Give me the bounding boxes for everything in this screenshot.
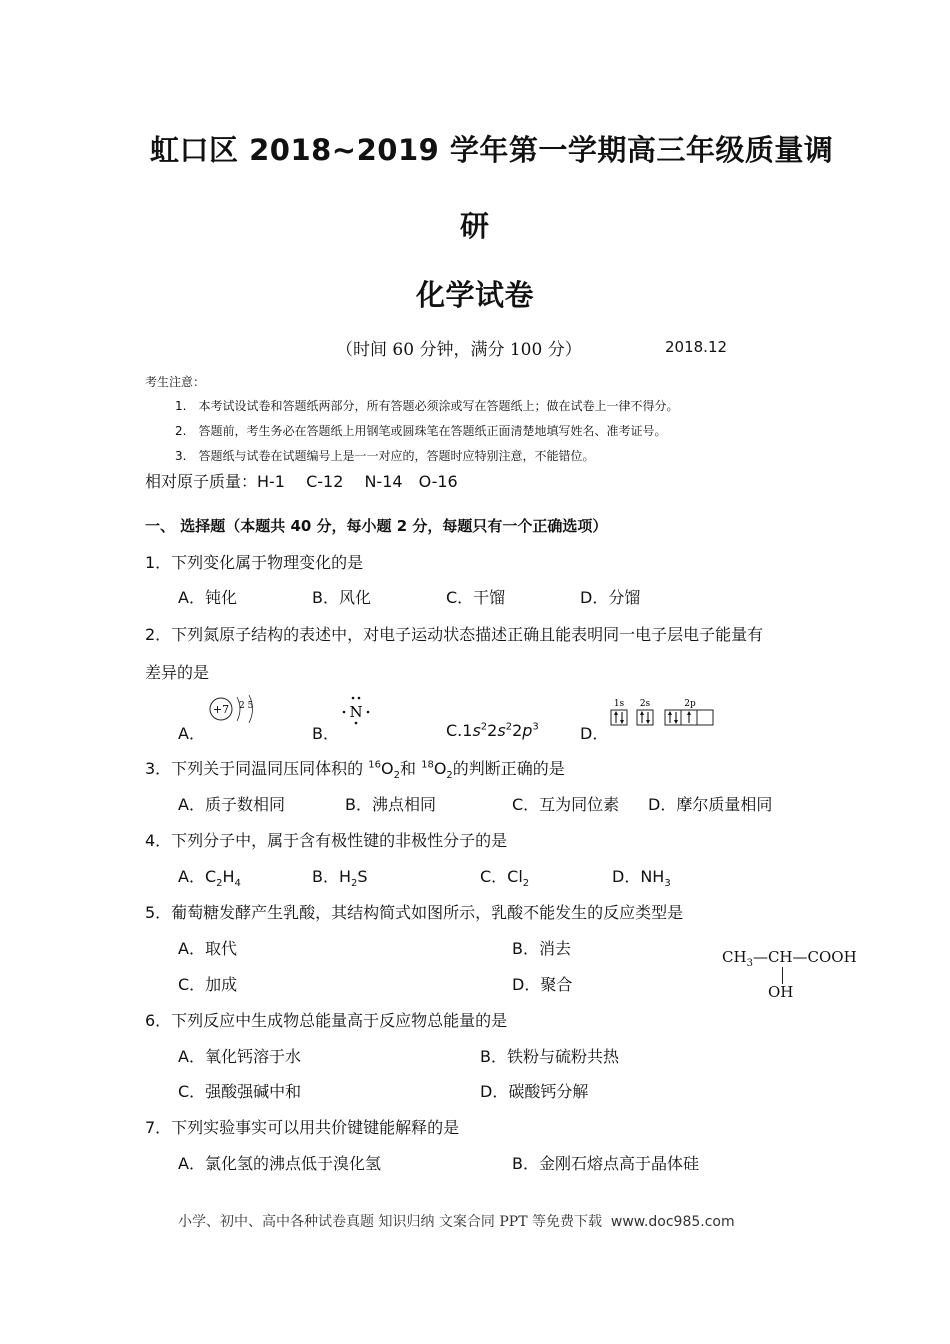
page-title-line2: 研 [460, 209, 490, 243]
footer [178, 1211, 735, 1231]
structure-bond-line [782, 967, 783, 984]
q7-option-a: A．氯化氢的沸点低于溴化氢 [178, 1154, 381, 1173]
atom-structure-diagram [205, 692, 265, 726]
footer-text: 小学、初中、高中各种试卷真题 知识归纳 文案合同 PPT 等免费下载 [178, 1214, 602, 1230]
q2-stem-line1: 2．下列氮原子结构的表述中，对电子运动状态描述正确且能表明同一电子层电子能量有 [145, 625, 764, 644]
q3-option-b: B．沸点相同 [345, 795, 436, 814]
q4-option-b: B．$H_2S$ [312, 867, 368, 890]
q5-option-d: D．聚合 [512, 975, 573, 994]
q4-stem: 4．下列分子中，属于含有极性键的非极性分子的是 [145, 831, 508, 850]
q1-option-a: A．钝化 [178, 588, 237, 607]
q3-option-c: C．互为同位素 [512, 795, 620, 814]
q3-stem: 3．下列关于同温同压同体积的 $^{16}O_2$和 $^{18}O_2$的判断正确的是 [145, 759, 565, 782]
q3-option-d: D．摩尔质量相同 [648, 795, 773, 814]
q6-option-b: B．铁粉与硫粉共热 [480, 1047, 619, 1066]
exam-date: 2018.12 [665, 338, 728, 356]
orbital-label-2s: 2s [639, 699, 651, 709]
orbital-label-2p: 2p [684, 699, 696, 709]
q4-option-c: C．$Cl_2$ [480, 867, 530, 890]
q2-stem-line2: 差异的是 [145, 663, 210, 682]
q2-option-c: $C.1s^22s^22p^3$ [446, 721, 539, 740]
q5-option-b: B．消去 [512, 939, 571, 958]
q6-option-c: C．强酸强碱中和 [178, 1082, 302, 1101]
q1-stem: 1．下列变化属于物理变化的是 [145, 553, 364, 572]
footer-url[interactable]: www.doc985.com [610, 1214, 735, 1230]
orbital-label-1s: 1s [613, 699, 625, 709]
page-title-line1: 虹口区 2018~2019 学年第一学期高三年级质量调 [150, 133, 834, 167]
page-subtitle: 化学试卷 [416, 278, 535, 312]
q7-stem: 7．下列实验事实可以用共价键键能解释的是 [145, 1118, 460, 1137]
notice-item-3: 3. 答题纸与试卷在试题编号上是一一对应的，答题时应特别注意，不能错位。 [175, 449, 595, 463]
lactic-acid-formula: $CH_3—CH—COOH$ [722, 948, 857, 969]
q6-option-a: A．氧化钙溶于水 [178, 1047, 301, 1066]
q5-option-c: C．加成 [178, 975, 238, 994]
q2-option-d-label: D． [580, 724, 609, 743]
hydroxyl-group: OH [768, 983, 794, 1001]
electron-dot-diagram [338, 692, 378, 728]
nitrogen-symbol: N [349, 703, 363, 721]
q1-option-d: D．分馏 [580, 588, 641, 607]
q4-option-d: D．$NH_3$ [612, 867, 671, 890]
q3-option-a: A．质子数相同 [178, 795, 285, 814]
q2-option-a-label: A． [178, 724, 205, 743]
atomic-mass: 相对原子质量：H-1 C-12 N-14 O-16 [145, 472, 458, 491]
q6-stem: 6．下列反应中生成物总能量高于反应物总能量的是 [145, 1011, 508, 1030]
q2-option-b-label: B． [312, 724, 339, 743]
q4-option-a: A．$C_2H_4$ [178, 867, 241, 890]
shell-electron-count: 2 5 [239, 701, 254, 711]
q6-option-d: D．碳酸钙分解 [480, 1082, 589, 1101]
section-heading: 一、 选择题（本题共 40 分，每小题 2 分，每题只有一个正确选项） [145, 517, 608, 535]
exam-info: （时间 60 分钟，满分 100 分） [336, 340, 582, 360]
notice-heading: 考生注意： [145, 375, 206, 389]
notice-item-1: 1. 本考试设试卷和答题纸两部分，所有答题必须涂或写在答题纸上；做在试卷上一律不得分。 [175, 399, 679, 413]
q5-option-a: A．取代 [178, 939, 237, 958]
notice-item-2: 2. 答题前，考生务必在答题纸上用钢笔或圆珠笔在答题纸正面清楚地填写姓名、准考证号。 [175, 424, 667, 438]
orbital-diagram [610, 697, 722, 727]
q7-option-b: B．金刚石熔点高于晶体硅 [512, 1154, 699, 1173]
q5-stem: 5．葡萄糖发酵产生乳酸，其结构简式如图所示，乳酸不能发生的反应类型是 [145, 903, 684, 922]
q1-option-c: C．干馏 [446, 588, 506, 607]
q1-option-b: B．风化 [312, 588, 371, 607]
nucleus-label: +7 [212, 703, 230, 716]
